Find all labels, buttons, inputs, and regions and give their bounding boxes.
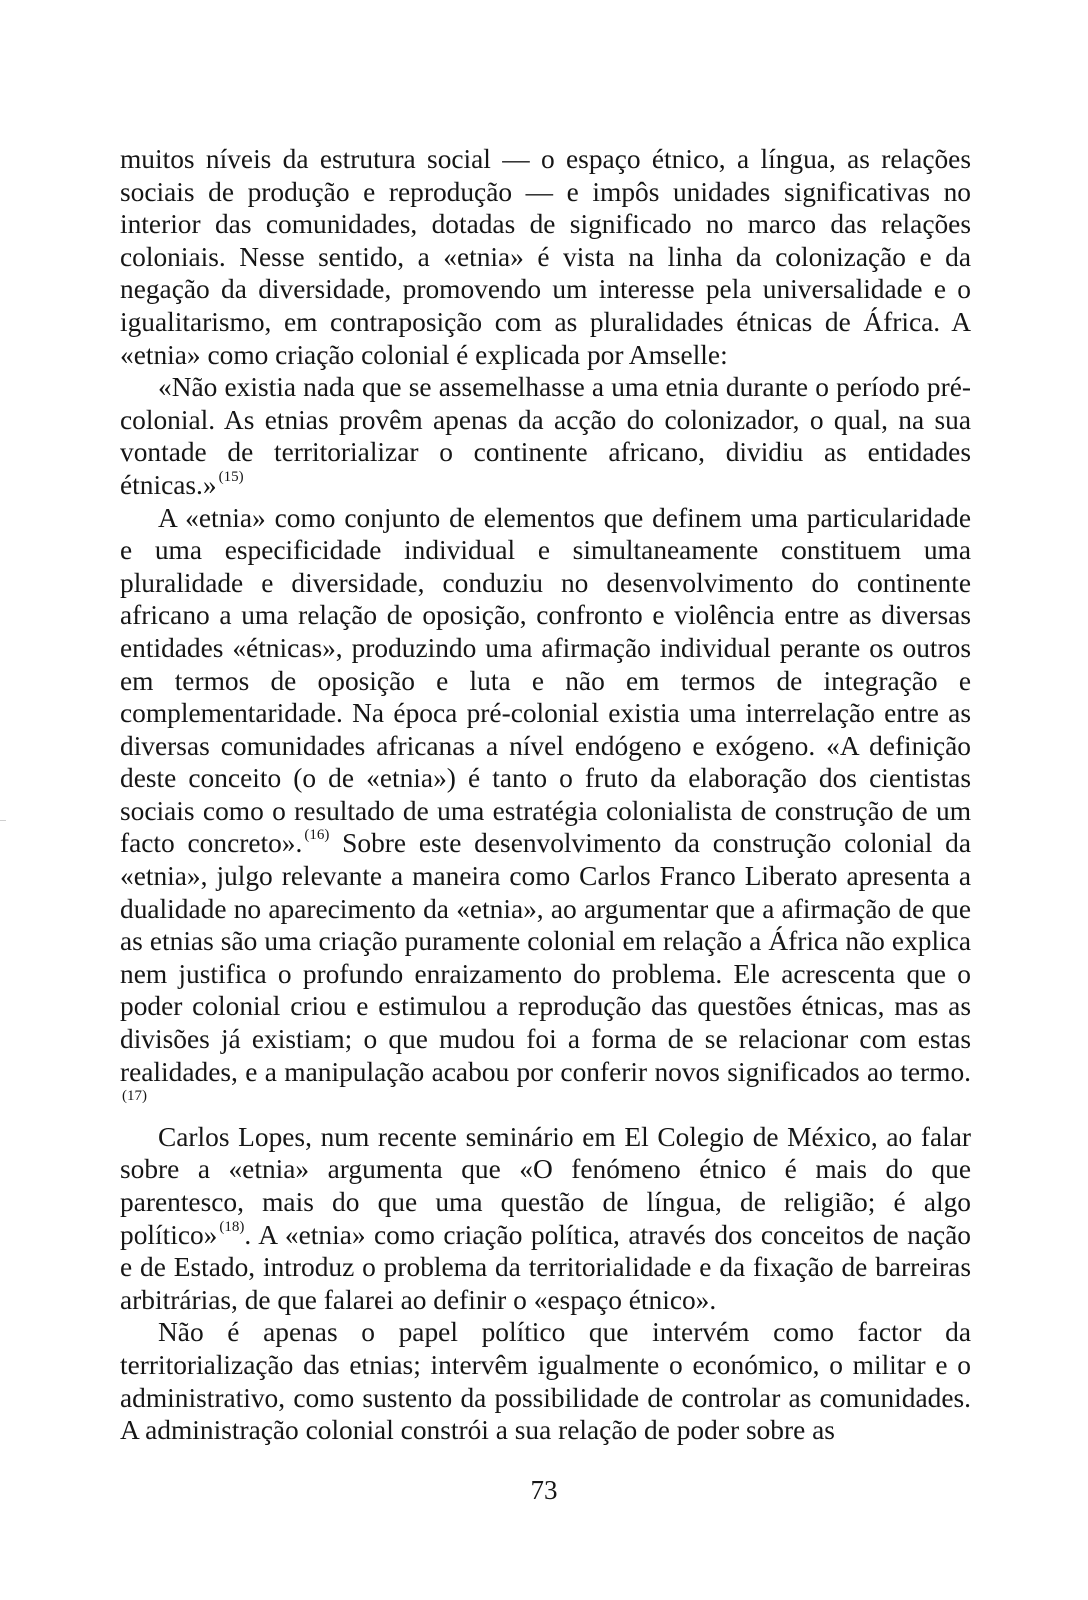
scan-edge-mark [0, 820, 6, 821]
footnote-ref-16: (16) [304, 827, 330, 844]
paragraph-3-continuation: Sobre este desenvolvimento da construção colonial da «etnia», julgo relevante a maneira como Carlos Franco Liberato apresenta a dualidade no aparecimento da «etnia», ao argumentar que a afirmação de que as etnias são uma criação puramente colonial em relação a África não explica nem justifica o profundo enraizamento do problema. Ele acrescenta que o poder colonial criou e estimulou a reprodução das questões étnicas, mas as divisões já existiam; o que mudou foi a forma de se relacionar com estas realidades, e a manipulação acabou por conferir novos significados ao termo. [120, 828, 971, 1087]
body-text [120, 143, 971, 1447]
paragraph-1 [120, 143, 971, 371]
paragraph-4-continuation: . A «etnia» como criação política, através dos conceitos de nação e de Estado, introduz o problema da territorialidade e da fixação de barreiras arbitrárias, de que falarei ao definir o «espaço étnico». [120, 1219, 971, 1315]
footnote-ref-15: (15) [218, 468, 244, 485]
footnote-ref-18: (18) [219, 1218, 245, 1235]
quote-text: «Não existia nada que se assemelhasse a uma etnia durante o período pré-colonial. As etnias provêm apenas da acção do colonizador, o qual, na sua vontade de territorializar o continente africano, dividiu as entidades étnicas.» [120, 372, 971, 500]
paragraph-4-text: Carlos Lopes, num recente seminário em El Colegio de México, ao falar sobre a «etnia» argumenta que «O fenómeno étnico é mais do que parentesco, mais do que uma questão de língua, de religião; é algo político» [120, 1121, 971, 1250]
paragraph-3-text: A «etnia» como conjunto de elementos que definem uma particularidade e uma especificidade individual e simultaneamente constituem uma pluralidade e diversidade, conduziu no desenvolvimento do continente africano a uma relação de oposição, confronto e violência entre as diversas entidades «étnicas», produzindo uma afirmação individual perante os outros em termos de oposição e luta e não em termos de integração e complementaridade. Na época pré-colonial existia uma interrelação entre as diversas comunidades africanas a nível endógeno e exógeno. «A definição deste conceito (o de «etnia») é tanto o fruto da elaboração dos cientistas sociais como o resultado de uma estratégia colonialista de construção de um facto concreto». [120, 502, 971, 859]
paragraph-1-text: muitos níveis da estrutura social — o espaço étnico, a língua, as relações sociais de produção e reprodução — e impôs unidades significativas no interior das comunidades, dotadas de significado no marco das relações coloniais. Nesse sentido, a «etnia» é vista na linha da colonização e da negação da diversidade, promovendo um interesse pela universalidade e o igualitarismo, em contraposição com as pluralidades étnicas de África. A «etnia» como criação colonial é explicada por Amselle: [120, 144, 971, 370]
paragraph-5 [120, 1316, 971, 1446]
page-number: 73 [530, 1475, 558, 1505]
footnote-ref-17: (17) [122, 1088, 147, 1105]
paragraph-5-text: Não é apenas o papel político que intervém como factor da territorialização das etnias; intervêm igualmente o económico, o militar e o administrativo, como sustento da possibilidade de controlar as comunidades. A administração colonial constrói a sua relação de poder sobre as [120, 1317, 971, 1446]
paragraph-3 [120, 502, 971, 1121]
block-quote-amselle [120, 371, 971, 501]
paragraph-4 [120, 1121, 971, 1317]
